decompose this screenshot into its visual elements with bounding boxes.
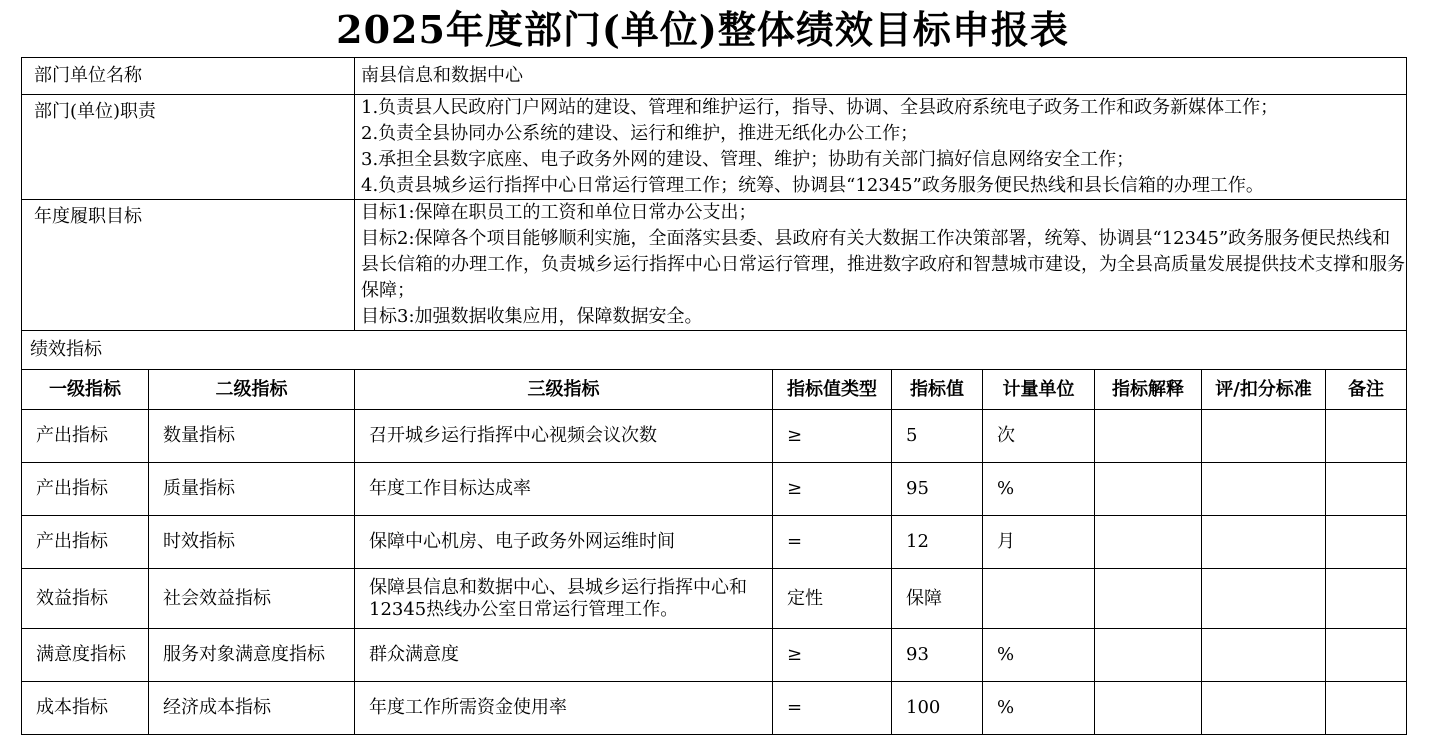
- cell-explanation: [1095, 629, 1202, 682]
- performance-section-row: [22, 331, 1407, 370]
- cell-value-type: ≥: [773, 629, 892, 682]
- cell-value: 保障: [892, 569, 983, 629]
- goals-value: [355, 200, 1407, 331]
- cell-remarks: [1326, 629, 1407, 682]
- header-unit: 计量单位: [983, 370, 1095, 410]
- cell-level2: 数量指标: [149, 410, 355, 463]
- cell-scoring: [1202, 682, 1326, 735]
- cell-level2: 时效指标: [149, 516, 355, 569]
- cell-level1: 效益指标: [22, 569, 149, 629]
- goal-line: 目标1:保障在职员工的工资和单位日常办公支出；: [361, 202, 757, 223]
- table-row: [22, 569, 1407, 629]
- header-scoring: 评/扣分标准: [1202, 370, 1326, 410]
- cell-level2: 服务对象满意度指标: [149, 629, 355, 682]
- cell-value-type: ≥: [773, 410, 892, 463]
- cell-scoring: [1202, 516, 1326, 569]
- cell-value: 5: [892, 410, 983, 463]
- cell-unit: %: [983, 682, 1095, 735]
- cell-level1: 产出指标: [22, 463, 149, 516]
- cell-remarks: [1326, 682, 1407, 735]
- dept-name-value: 南县信息和数据中心: [355, 58, 1407, 95]
- cell-value: 100: [892, 682, 983, 735]
- cell-level2: 质量指标: [149, 463, 355, 516]
- cell-level3: 年度工作目标达成率: [355, 463, 773, 516]
- cell-unit: 月: [983, 516, 1095, 569]
- cell-level1: 成本指标: [22, 682, 149, 735]
- goals-row: [22, 200, 1407, 331]
- header-level2: 二级指标: [149, 370, 355, 410]
- cell-explanation: [1095, 463, 1202, 516]
- table-row: [22, 516, 1407, 569]
- page-title: 2025年度部门(单位)整体绩效目标申报表: [336, 7, 1069, 52]
- cell-level3: 召开城乡运行指挥中心视频会议次数: [355, 410, 773, 463]
- cell-level3: 年度工作所需资金使用率: [355, 682, 773, 735]
- cell-remarks: [1326, 516, 1407, 569]
- cell-remarks: [1326, 463, 1407, 516]
- cell-unit: [983, 569, 1095, 629]
- cell-level1: 产出指标: [22, 410, 149, 463]
- cell-level3: 保障中心机房、电子政务外网运维时间: [355, 516, 773, 569]
- header-level1: 一级指标: [22, 370, 149, 410]
- cell-remarks: [1326, 569, 1407, 629]
- dept-name-row: [22, 58, 1407, 95]
- cell-level1: 产出指标: [22, 516, 149, 569]
- cell-level3: 保障县信息和数据中心、县城乡运行指挥中心和12345热线办公室日常运行管理工作。: [355, 569, 773, 629]
- table-row: [22, 629, 1407, 682]
- cell-scoring: [1202, 410, 1326, 463]
- duty-line: 2.负责全县协同办公系统的建设、运行和维护，推进无纸化办公工作；: [361, 123, 919, 144]
- cell-explanation: [1095, 516, 1202, 569]
- goals-label: 年度履职目标: [22, 200, 355, 331]
- cell-unit: %: [983, 463, 1095, 516]
- cell-scoring: [1202, 463, 1326, 516]
- cell-level2: 社会效益指标: [149, 569, 355, 629]
- cell-scoring: [1202, 629, 1326, 682]
- duties-label: 部门(单位)职责: [22, 95, 355, 200]
- cell-explanation: [1095, 569, 1202, 629]
- cell-level3: 群众满意度: [355, 629, 773, 682]
- cell-unit: %: [983, 629, 1095, 682]
- duty-line: 3.承担全县数字底座、电子政务外网的建设、管理、维护；协助有关部门搞好信息网络安全工作；: [361, 149, 1135, 170]
- duties-row: [22, 95, 1407, 200]
- performance-table: [21, 57, 1407, 735]
- cell-unit: 次: [983, 410, 1095, 463]
- cell-level1: 满意度指标: [22, 629, 149, 682]
- cell-value: 12: [892, 516, 983, 569]
- table-row: [22, 410, 1407, 463]
- cell-remarks: [1326, 410, 1407, 463]
- cell-level2: 经济成本指标: [149, 682, 355, 735]
- duty-line: 1.负责县人民政府门户网站的建设、管理和维护运行，指导、协调、全县政府系统电子政务工作和政务新媒体工作；: [361, 97, 1279, 118]
- header-value: 指标值: [892, 370, 983, 410]
- cell-scoring: [1202, 569, 1326, 629]
- header-remarks: 备注: [1326, 370, 1407, 410]
- cell-explanation: [1095, 410, 1202, 463]
- goal-line: 目标2:保障各个项目能够顺利实施，全面落实县委、县政府有关大数据工作决策部署，统筹、协调县“12345”政务服务便民热线和县长信箱的办理工作，负责城乡运行指挥中心日常运行管理，推进数字政府和智慧城市建设，为全县高质量发展提供技术支撑和服务保障；: [361, 228, 1405, 301]
- cell-value: 93: [892, 629, 983, 682]
- performance-section-label: 绩效指标: [22, 331, 1407, 370]
- header-value-type: 指标值类型: [773, 370, 892, 410]
- goal-line: 目标3:加强数据收集应用，保障数据安全。: [361, 306, 703, 327]
- cell-value-type: 定性: [773, 569, 892, 629]
- header-explanation: 指标解释: [1095, 370, 1202, 410]
- cell-value-type: =: [773, 682, 892, 735]
- header-level3: 三级指标: [355, 370, 773, 410]
- header-row: [22, 370, 1407, 410]
- duties-value: [355, 95, 1407, 200]
- table-row: [22, 682, 1407, 735]
- cell-explanation: [1095, 682, 1202, 735]
- dept-name-label: 部门单位名称: [22, 58, 355, 95]
- cell-value-type: =: [773, 516, 892, 569]
- table-row: [22, 463, 1407, 516]
- cell-value-type: ≥: [773, 463, 892, 516]
- duty-line: 4.负责县城乡运行指挥中心日常运行管理工作；统筹、协调县“12345”政务服务便民热线和县长信箱的办理工作。: [361, 175, 1264, 196]
- cell-value: 95: [892, 463, 983, 516]
